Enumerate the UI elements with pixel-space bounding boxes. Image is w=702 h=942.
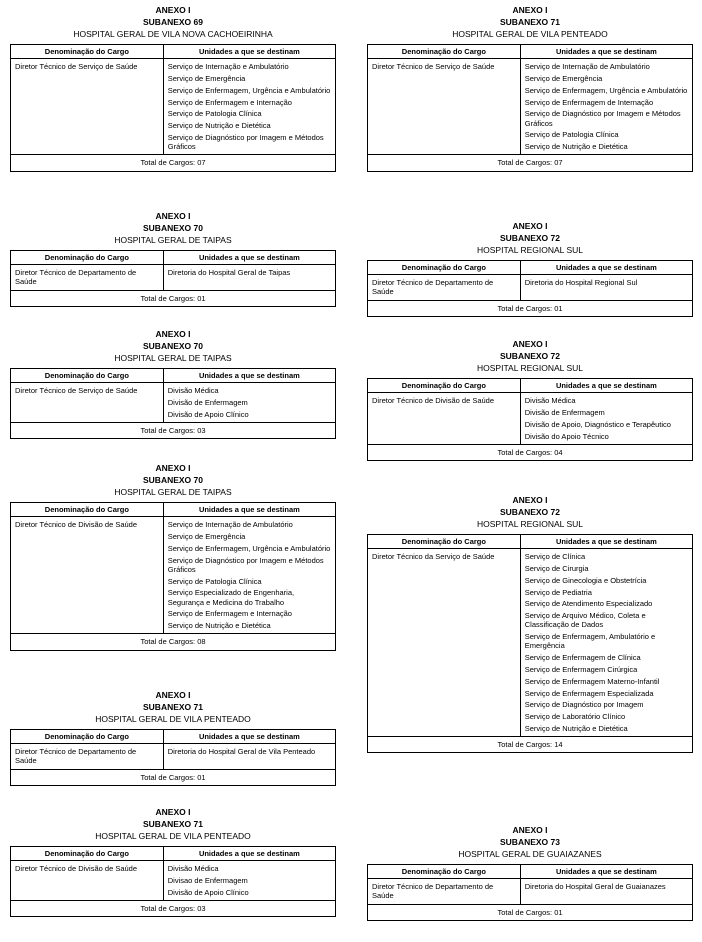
annex-block — [367, 4, 693, 172]
unit-item: Serviço de Diagnóstico por Imagem e Métodos Gráficos — [167, 132, 324, 152]
unit-item: Serviço Especializado de Engenharia, Segurança e Medicina do Trabalho — [167, 588, 295, 607]
units-cell — [520, 275, 692, 300]
total-value: 08 — [197, 637, 206, 647]
total-row — [368, 300, 693, 316]
position-cell: Diretor Técnico de Divisão de Saúde — [11, 861, 164, 901]
hospital-name: HOSPITAL GERAL DE TAIPAS — [114, 487, 232, 497]
total-label: Total de Cargos: — [140, 904, 196, 913]
total-value: 01 — [554, 907, 563, 917]
annex-title: ANEXO I — [512, 5, 548, 15]
unit-item: Serviço de Patologia Clínica — [524, 130, 619, 140]
annex-title: ANEXO I — [155, 690, 191, 700]
total-label: Total de Cargos: — [497, 158, 553, 168]
position-header: Denominação do Cargo — [11, 369, 164, 383]
position-cell: Diretor Técnico de Serviço de Saúde — [11, 383, 164, 423]
total-value: 04 — [554, 447, 563, 457]
position-table — [367, 864, 693, 921]
position-header: Denominação do Cargo — [368, 261, 521, 275]
total-value: 14 — [554, 740, 563, 750]
position-header: Denominação do Cargo — [11, 730, 164, 744]
hospital-name: HOSPITAL REGIONAL SUL — [477, 245, 583, 255]
unit-item: Serviço de Arquivo Médico, Coleta e Classificação de Dados — [524, 611, 646, 630]
units-cell — [163, 383, 335, 423]
units-header: Unidades a que se destinam — [520, 379, 692, 393]
table-row — [11, 861, 336, 901]
unit-item: Serviço de Ginecologia e Obstetrícia — [524, 575, 647, 585]
position-table — [10, 729, 336, 786]
total-row — [11, 155, 336, 171]
total-label: Total de Cargos: — [140, 293, 196, 303]
position-cell: Diretor Técnico de Serviço de Saúde — [368, 59, 521, 155]
units-header: Unidades a que se destinam — [520, 865, 692, 879]
total-row — [368, 904, 693, 920]
table-row — [368, 59, 693, 155]
position-table — [367, 534, 693, 753]
total-label: Total de Cargos: — [497, 907, 553, 917]
total-label: Total de Cargos: — [497, 303, 553, 313]
annex-block — [10, 689, 336, 786]
position-table — [10, 368, 336, 439]
unit-item: Serviço de Enfermagem Materno-Infantil — [524, 676, 660, 686]
hospital-name: HOSPITAL REGIONAL SUL — [477, 363, 583, 373]
unit-item: Serviço de Enfermagem Cirúrgica — [524, 664, 638, 674]
units-header: Unidades a que se destinam — [163, 369, 335, 383]
position-cell: Diretor Técnico de Serviço de Saúde — [11, 59, 164, 155]
hospital-name: HOSPITAL GERAL DE VILA PENTEADO — [95, 714, 251, 724]
position-cell: Diretor Técnico de Divisão de Saúde — [368, 393, 521, 445]
units-cell — [163, 59, 335, 155]
position-table — [10, 44, 336, 172]
unit-item: Serviço de Enfermagem, Urgência e Ambulatório — [167, 85, 331, 95]
unit-item: Serviço de Nutrição e Dietética — [167, 121, 271, 131]
position-cell: Diretor Técnico de Departamento de Saúde — [11, 744, 164, 769]
unit-item: Divisão de Enfermagem — [167, 398, 248, 407]
subannex-title: SUBANEXO 71 — [500, 17, 560, 27]
total-row — [11, 290, 336, 306]
hospital-name: HOSPITAL GERAL DE GUAIAZANES — [458, 849, 602, 859]
position-cell: Diretor Técnico de Departamento de Saúde — [368, 275, 521, 300]
units-cell — [163, 744, 335, 769]
total-label: Total de Cargos: — [497, 447, 553, 457]
unit-item: Serviço de Diagnóstico por Imagem e Métodos Gráficos — [167, 555, 324, 574]
unit-item: Divisão de Apoio Clínico — [167, 409, 249, 419]
total-row — [368, 155, 693, 171]
unit-item: Divisão de Enfermagem — [524, 408, 605, 417]
units-header: Unidades a que se destinam — [163, 503, 335, 517]
total-row — [11, 634, 336, 650]
annex-block — [10, 4, 336, 172]
total-label: Total de Cargos: — [140, 637, 196, 647]
subannex-title: SUBANEXO 70 — [143, 223, 203, 233]
total-row — [11, 769, 336, 785]
unit-item: Divisão do Apoio Técnico — [524, 431, 609, 441]
unit-item: Diretoria do Hospital Geral de Taipas — [167, 268, 291, 278]
position-header: Denominação do Cargo — [368, 379, 521, 393]
subannex-title: SUBANEXO 72 — [500, 233, 560, 243]
unit-item: Serviço de Internação de Ambulatório — [167, 520, 293, 530]
position-header: Denominação do Cargo — [368, 865, 521, 879]
position-header: Denominação do Cargo — [368, 535, 521, 549]
unit-item: Divisão de Apoio Clínico — [167, 887, 249, 897]
unit-item: Diretoria do Hospital Geral de Vila Penteado — [167, 747, 316, 757]
hospital-name: HOSPITAL REGIONAL SUL — [477, 519, 583, 529]
position-table — [10, 502, 336, 651]
total-label: Total de Cargos: — [140, 426, 196, 435]
table-row — [11, 383, 336, 423]
position-table — [367, 260, 693, 317]
total-value: 03 — [197, 904, 206, 913]
subannex-title: SUBANEXO 72 — [500, 351, 560, 361]
total-row — [368, 737, 693, 753]
position-header: Denominação do Cargo — [11, 251, 164, 265]
unit-item: Serviço de Nutrição e Dietética — [524, 142, 628, 152]
unit-item: Serviço de Clínica — [524, 552, 586, 562]
position-cell: Diretor Técnico da Serviço de Saúde — [368, 549, 521, 737]
unit-item: Diretoria do Hospital Geral de Guaianazes — [524, 882, 666, 892]
hospital-name: HOSPITAL GERAL DE VILA PENTEADO — [452, 29, 608, 39]
unit-item: Serviço de Internação e Ambulatório — [167, 62, 289, 72]
total-value: 01 — [197, 293, 206, 303]
unit-item: Serviço de Enfermagem e Internação — [167, 97, 292, 107]
unit-item: Serviço de Diagnóstico por Imagem — [524, 700, 644, 710]
unit-item: Serviço de Enfermagem de Internação — [524, 97, 654, 107]
hospital-name: HOSPITAL GERAL DE VILA PENTEADO — [95, 831, 251, 841]
subannex-title: SUBANEXO 72 — [500, 507, 560, 517]
unit-item: Serviço de Emergência — [167, 74, 246, 83]
unit-item: Divisão Médica — [524, 396, 576, 406]
position-table — [10, 846, 336, 917]
position-cell: Diretor Técnico de Departamento de Saúde — [368, 879, 521, 904]
position-header: Denominação do Cargo — [11, 503, 164, 517]
unit-item: Serviço de Enfermagem Especializada — [524, 688, 654, 698]
total-value: 01 — [197, 772, 206, 782]
annex-title: ANEXO I — [155, 5, 191, 15]
annex-block — [10, 210, 336, 307]
table-row — [368, 879, 693, 904]
annex-title: ANEXO I — [512, 825, 548, 835]
annex-block — [10, 462, 336, 651]
annex-block — [367, 220, 693, 317]
unit-item: Serviço de Emergência — [167, 532, 246, 541]
annex-title: ANEXO I — [155, 807, 191, 817]
total-label: Total de Cargos: — [497, 740, 553, 750]
units-cell — [163, 265, 335, 290]
total-label: Total de Cargos: — [140, 158, 196, 168]
table-row — [11, 265, 336, 290]
hospital-name: HOSPITAL GERAL DE VILA NOVA CACHOEIRINHA — [73, 29, 273, 39]
unit-item: Divisão de Apoio, Diagnóstico e Terapêutico — [524, 419, 671, 429]
total-row — [11, 901, 336, 917]
units-header: Unidades a que se destinam — [163, 730, 335, 744]
units-header: Unidades a que se destinam — [163, 45, 335, 59]
subannex-title: SUBANEXO 69 — [143, 17, 203, 27]
units-cell — [163, 517, 335, 634]
units-cell — [163, 861, 335, 901]
annex-block — [367, 338, 693, 461]
total-value: 03 — [197, 426, 206, 435]
total-row — [11, 423, 336, 439]
position-cell: Diretor Técnico de Divisão de Saúde — [11, 517, 164, 634]
unit-item: Serviço de Patologia Clínica — [167, 576, 262, 586]
units-header: Unidades a que se destinam — [163, 251, 335, 265]
position-header: Denominação do Cargo — [368, 45, 521, 59]
units-header: Unidades a que se destinam — [520, 535, 692, 549]
annex-block — [367, 824, 693, 921]
total-label: Total de Cargos: — [140, 772, 196, 782]
annex-block — [10, 806, 336, 917]
unit-item: Serviço de Laboratório Clínico — [524, 712, 626, 722]
unit-item: Serviço de Nutrição e Dietética — [167, 621, 271, 631]
units-cell — [520, 879, 692, 904]
unit-item: Divisao de Enfermagem — [167, 876, 248, 885]
table-row — [11, 59, 336, 155]
unit-item: Serviço de Cirurgia — [524, 564, 589, 573]
subannex-title: SUBANEXO 73 — [500, 837, 560, 847]
hospital-name: HOSPITAL GERAL DE TAIPAS — [114, 235, 232, 245]
unit-item: Serviço de Enfermagem e Internação — [167, 609, 292, 619]
annex-title: ANEXO I — [512, 221, 548, 231]
unit-item: Serviço de Enfermagem, Urgência e Ambulatório — [524, 85, 688, 95]
units-header: Unidades a que se destinam — [520, 261, 692, 275]
unit-item: Divisão Médica — [167, 864, 219, 874]
annex-title: ANEXO I — [155, 463, 191, 473]
unit-item: Serviço de Internação de Ambulatório — [524, 62, 650, 72]
subannex-title: SUBANEXO 71 — [143, 702, 203, 712]
annex-title: ANEXO I — [155, 329, 191, 339]
annex-title: ANEXO I — [512, 495, 548, 505]
unit-item: Serviço de Enfermagem de Clínica — [524, 653, 641, 663]
units-cell — [520, 549, 692, 737]
annex-block — [10, 328, 336, 439]
total-row — [368, 444, 693, 460]
hospital-name: HOSPITAL GERAL DE TAIPAS — [114, 353, 232, 363]
units-header: Unidades a que se destinam — [163, 847, 335, 861]
unit-item: Serviço de Diagnóstico por Imagem e Métodos Gráficos — [524, 109, 681, 128]
unit-item: Serviço de Patologia Clínica — [167, 109, 262, 119]
unit-item: Serviço de Nutrição e Dietética — [524, 723, 628, 733]
position-table — [367, 378, 693, 461]
subannex-title: SUBANEXO 71 — [143, 819, 203, 829]
table-row — [11, 744, 336, 769]
position-header: Denominação do Cargo — [11, 45, 164, 59]
unit-item: Serviço de Enfermagem, Urgência e Ambulatório — [167, 543, 331, 553]
unit-item: Serviço de Atendimento Especializado — [524, 599, 653, 609]
table-row — [368, 393, 693, 445]
unit-item: Serviço de Pediatria — [524, 587, 592, 597]
position-table — [367, 44, 693, 172]
total-value: 07 — [554, 158, 563, 168]
table-row — [368, 275, 693, 300]
position-header: Denominação do Cargo — [11, 847, 164, 861]
annex-title: ANEXO I — [512, 339, 548, 349]
position-table — [10, 250, 336, 307]
total-value: 07 — [197, 158, 206, 168]
unit-item: Serviço de Enfermagem, Ambulatório e Emergência — [524, 632, 656, 651]
units-cell — [520, 393, 692, 445]
total-value: 01 — [554, 303, 563, 313]
subannex-title: SUBANEXO 70 — [143, 341, 203, 351]
annex-block — [367, 494, 693, 753]
table-row — [368, 549, 693, 737]
subannex-title: SUBANEXO 70 — [143, 475, 203, 485]
annex-title: ANEXO I — [155, 211, 191, 221]
unit-item: Diretoria do Hospital Regional Sul — [524, 278, 638, 288]
units-header: Unidades a que se destinam — [520, 45, 692, 59]
units-cell — [520, 59, 692, 155]
unit-item: Divisão Médica — [167, 386, 219, 396]
table-row — [11, 517, 336, 634]
position-cell: Diretor Técnico de Departamento de Saúde — [11, 265, 164, 290]
unit-item: Serviço de Emergência — [524, 74, 603, 83]
